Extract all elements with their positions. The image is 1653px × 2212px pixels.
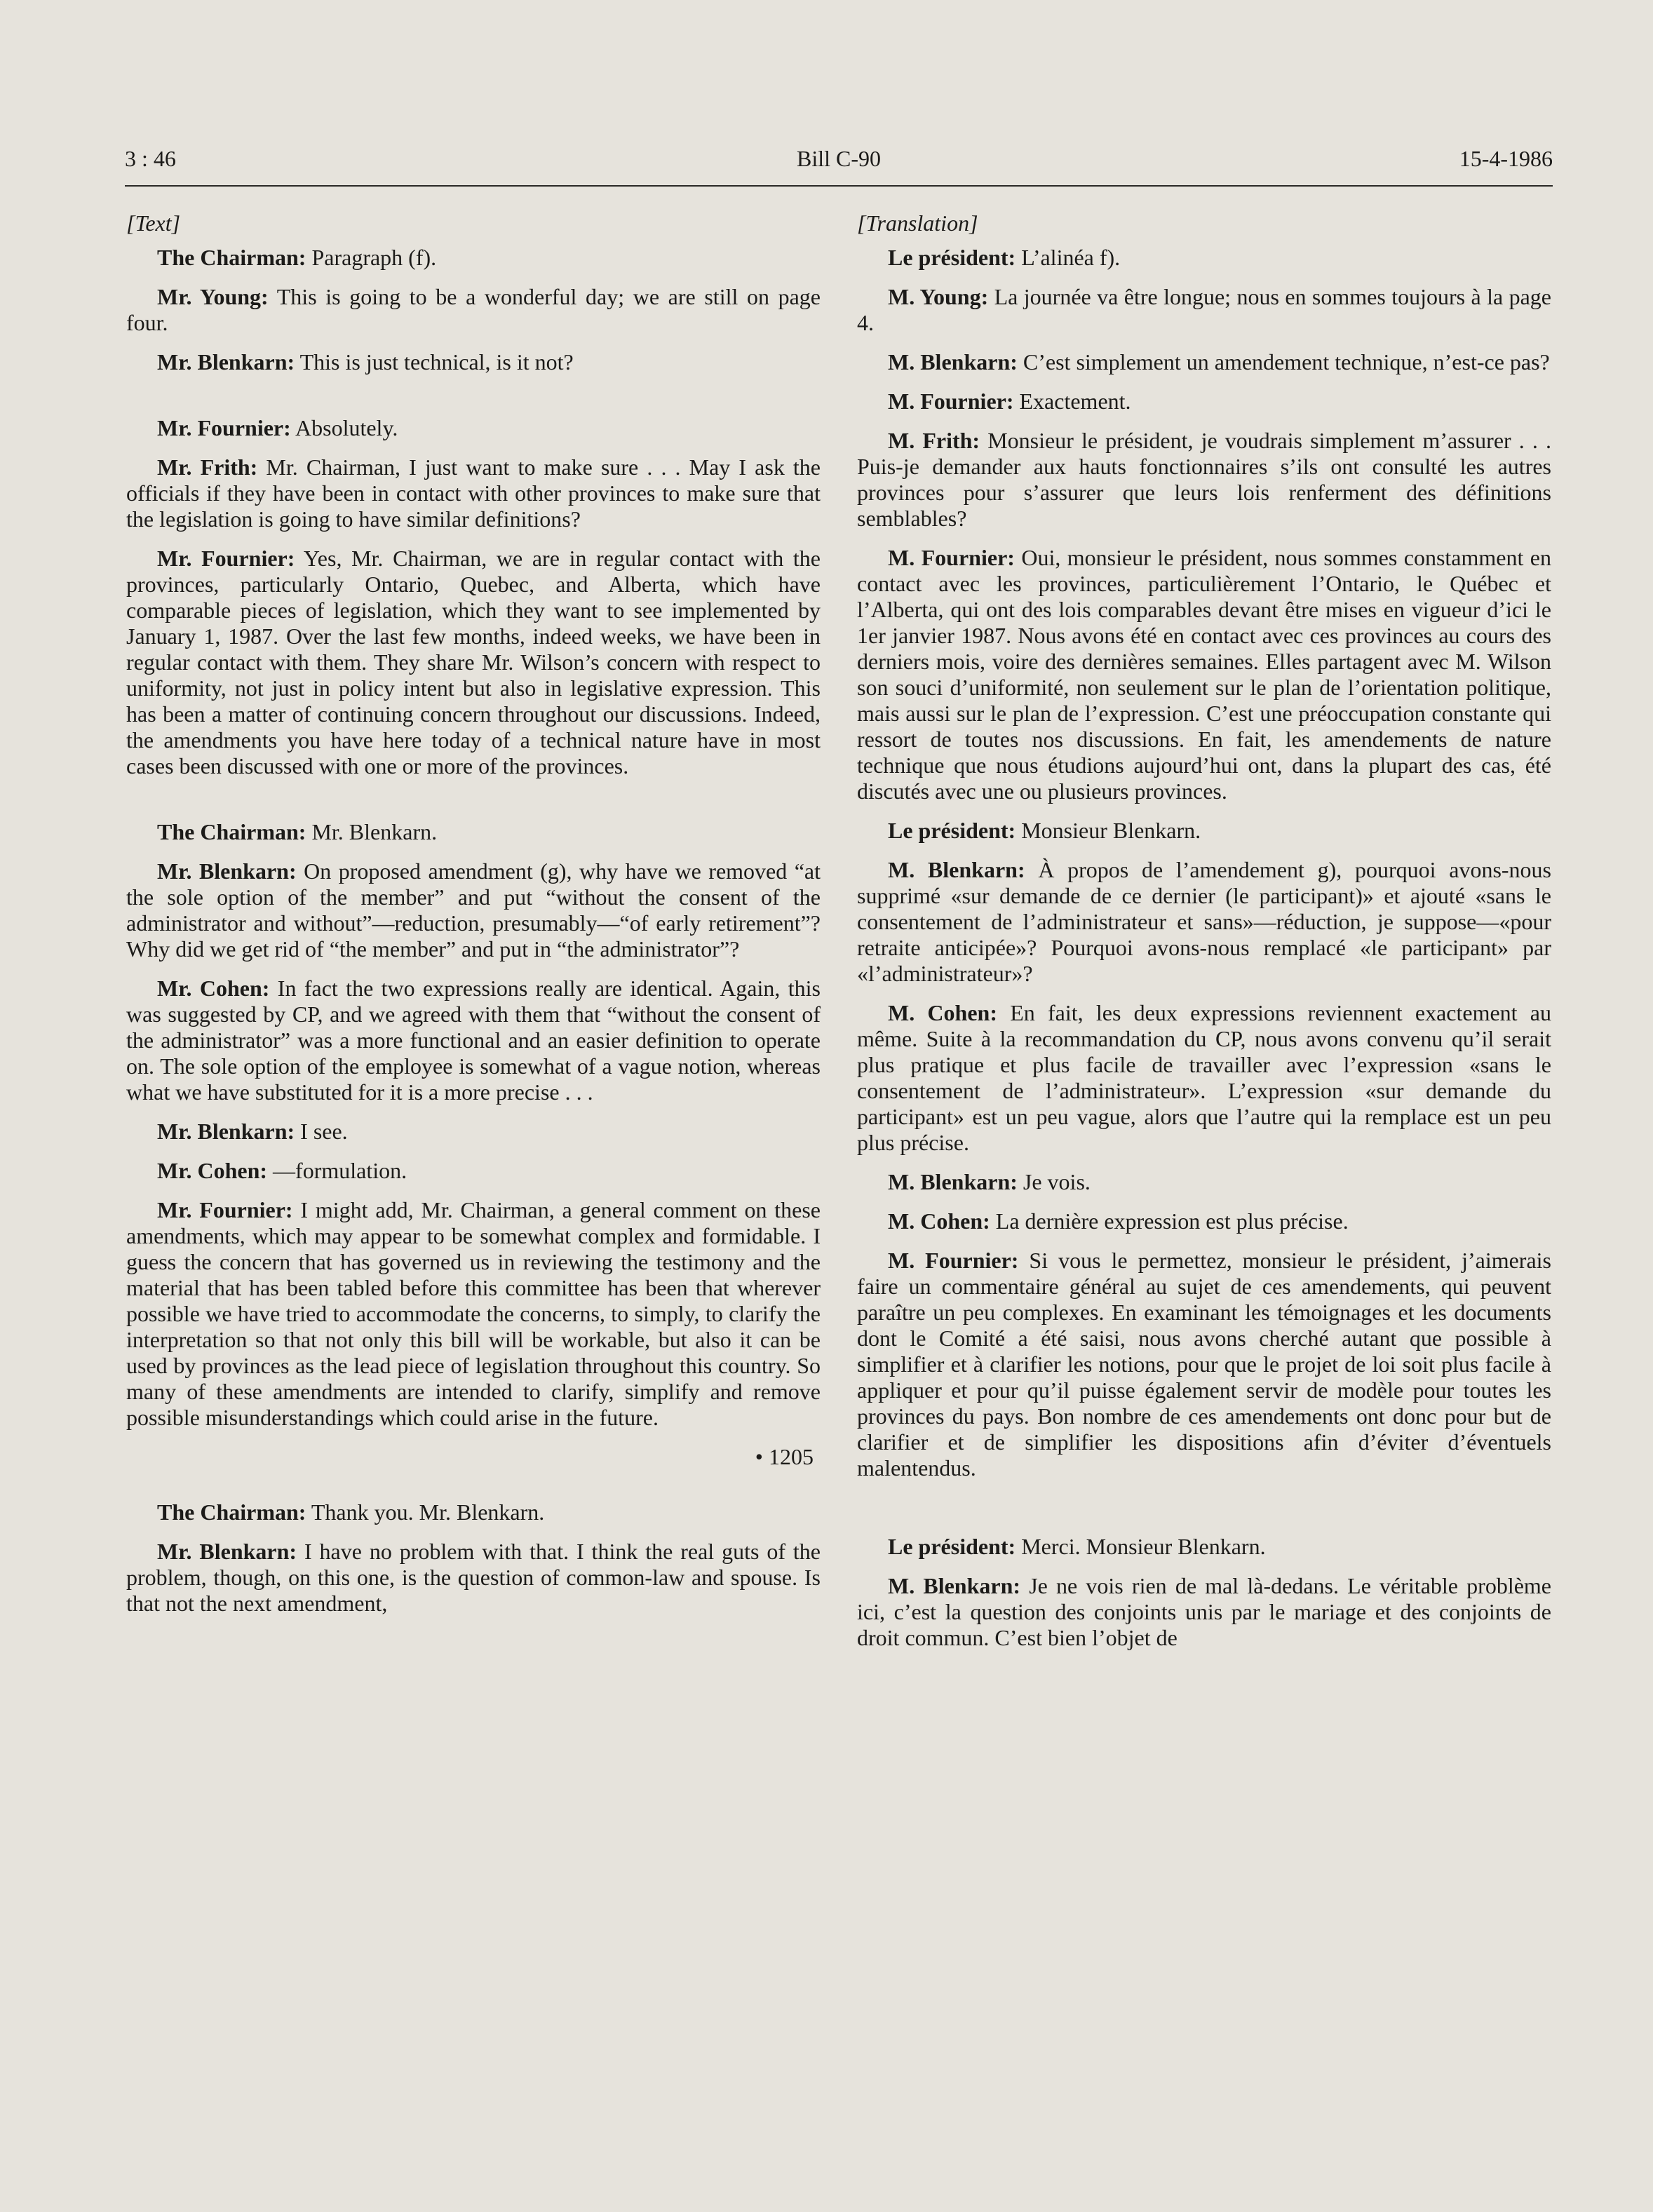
speech-text: Paragraph (f). bbox=[306, 245, 437, 270]
column-label: [Text] bbox=[126, 210, 181, 236]
transcript-paragraph bbox=[126, 1197, 821, 1431]
speaker-name: M. Cohen: bbox=[888, 1208, 990, 1234]
transcript-paragraph bbox=[126, 819, 821, 845]
speech-text: Monsieur Blenkarn. bbox=[1016, 818, 1201, 843]
transcript-paragraph bbox=[857, 245, 1551, 271]
transcript-paragraph bbox=[857, 1248, 1551, 1481]
speaker-name: Mr. Fournier: bbox=[157, 415, 291, 440]
transcript-paragraph bbox=[126, 454, 821, 532]
transcript-paragraph bbox=[126, 415, 821, 441]
speaker-name: Mr. Blenkarn: bbox=[157, 858, 297, 884]
speaker-name: M. Blenkarn: bbox=[888, 1169, 1018, 1194]
speech-text: L’alinéa f). bbox=[1016, 245, 1121, 270]
spacer bbox=[126, 793, 821, 819]
speaker-name: M. Blenkarn: bbox=[888, 1573, 1021, 1598]
transcript-paragraph bbox=[857, 818, 1551, 844]
document-date: 15-4-1986 bbox=[1459, 146, 1553, 171]
transcript-paragraph bbox=[857, 389, 1551, 414]
speaker-name: M. Frith: bbox=[888, 428, 980, 453]
spacer bbox=[126, 389, 821, 415]
page-header bbox=[125, 146, 1553, 178]
speaker-name: Le président: bbox=[888, 245, 1016, 270]
speech-text: La journée va être longue; nous en sommes toujours à la page 4. bbox=[857, 284, 1552, 335]
transcript-paragraph bbox=[857, 857, 1551, 987]
speaker-name: Mr. Cohen: bbox=[157, 976, 270, 1001]
transcript-paragraph bbox=[857, 1169, 1551, 1195]
transcript-paragraph bbox=[126, 1539, 821, 1617]
transcript-paragraph bbox=[126, 546, 821, 779]
speaker-name: Mr. Cohen: bbox=[157, 1158, 268, 1183]
speech-text: Thank you. Mr. Blenkarn. bbox=[306, 1499, 545, 1525]
speaker-name: M. Blenkarn: bbox=[888, 349, 1018, 375]
speech-text: C’est simplement un amendement technique, n’est-ce pas? bbox=[1017, 349, 1550, 375]
transcript-paragraph bbox=[126, 349, 821, 375]
speech-text: Monsieur le président, je voudrais simplement m’assurer . . . Puis-je demander aux hauts fonctionnaires s’ils ont consulté les autres provinces pour s’assurer que leurs lois renferment des définitions semblables? bbox=[857, 428, 1552, 531]
transcript-paragraph bbox=[857, 1208, 1551, 1234]
speaker-name: Mr. Young: bbox=[157, 284, 269, 309]
speaker-name: Mr. Blenkarn: bbox=[157, 349, 295, 375]
speech-text: I have no problem with that. I think the real guts of the problem, though, on this one, is the question of common-law and spouse. Is that not the next amendment, bbox=[126, 1539, 821, 1616]
spacer bbox=[857, 1495, 1551, 1534]
speech-text: Je vois. bbox=[1017, 1169, 1091, 1194]
transcript-paragraph bbox=[857, 284, 1551, 336]
speaker-name: Mr. Frith: bbox=[157, 454, 258, 480]
speaker-name: The Chairman: bbox=[157, 1499, 306, 1525]
speaker-name: The Chairman: bbox=[157, 819, 306, 844]
speaker-name: Mr. Blenkarn: bbox=[157, 1539, 297, 1564]
english-column bbox=[126, 210, 821, 1630]
speech-text: Je ne vois rien de mal là-dedans. Le véritable problème ici, c’est la question des conjoints unis par le mariage et des conjoints de droit commun. C’est bien l’objet de bbox=[857, 1573, 1552, 1650]
speech-text: This is going to be a wonderful day; we are still on page four. bbox=[126, 284, 821, 335]
document-title: Bill C-90 bbox=[796, 146, 881, 171]
transcript-paragraph bbox=[126, 245, 821, 271]
column-label: [Translation] bbox=[857, 210, 978, 236]
speaker-name: M. Blenkarn: bbox=[888, 857, 1025, 882]
time-marker: • 1205 bbox=[755, 1444, 814, 1469]
transcript-paragraph bbox=[857, 349, 1551, 375]
transcript-paragraph bbox=[857, 1573, 1551, 1651]
transcript-paragraph bbox=[857, 428, 1551, 532]
speech-text: In fact the two expressions really are identical. Again, this was suggested by CP, and we agreed with them that “without the consent of the administrator” was a more functional and an easier definition to operate on. The sole option of the employee is somewhat of a vague notion, whereas what we have substituted for it is a more precise . . . bbox=[126, 976, 821, 1105]
speaker-name: M. Fournier: bbox=[888, 1248, 1019, 1273]
speech-text: I see. bbox=[295, 1119, 348, 1144]
speech-text: Si vous le permettez, monsieur le président, j’aimerais faire un commentaire général au sujet de ces amendements, qui peuvent paraître un peu complexes. En examinant les témoignages et les documents dont le Comité a été saisi, nous avons cherché autant que possible à simplifier et à clarifier les notions, pour que le projet de loi soit plus facile à appliquer et pour qu’il puisse également servir de modèle pour toutes les provinces du pays. Bon nombre de ces amendements ont donc pour but de clarifier et de simplifier les dispositions afin d’éviter d’éventuels malentendus. bbox=[857, 1248, 1552, 1481]
transcript-paragraph bbox=[126, 284, 821, 336]
speech-text: This is just technical, is it not? bbox=[295, 349, 574, 375]
speaker-name: M. Fournier: bbox=[888, 389, 1014, 414]
speech-text: Absolutely. bbox=[290, 415, 398, 440]
speaker-name: The Chairman: bbox=[157, 245, 306, 270]
speaker-name: Le président: bbox=[888, 1534, 1016, 1559]
page-number: 3 : 46 bbox=[125, 146, 176, 171]
speaker-name: Mr. Blenkarn: bbox=[157, 1119, 295, 1144]
speech-text: —formulation. bbox=[267, 1158, 407, 1183]
transcript-paragraph bbox=[857, 545, 1551, 804]
speech-text: Merci. Monsieur Blenkarn. bbox=[1016, 1534, 1266, 1559]
speaker-name: M. Fournier: bbox=[888, 545, 1015, 570]
speech-text: On proposed amendment (g), why have we removed “at the sole option of the member” and put “without the consent of the administrator and without”—reduction, presumably—“of early retirement”? Why did we get rid of “the member” and put in “the administrator”? bbox=[126, 858, 821, 962]
speech-text: Mr. Chairman, I just want to make sure . . . May I ask the officials if they have been in contact with other provinces to make sure that the legislation is going to have similar definitions? bbox=[126, 454, 821, 532]
speaker-name: Le président: bbox=[888, 818, 1016, 843]
speech-text: En fait, les deux expressions reviennent exactement au même. Suite à la recommandation du CP, nous avons convenu qu’il serait plus pratique et plus facile de travailler avec l’expression «sans le consentement de l’administrateur». L’expression «sur demande du participant» est un peu vague, alors que l’autre qui la remplace est un peu plus précise. bbox=[857, 1000, 1552, 1155]
speaker-name: Mr. Fournier: bbox=[157, 1197, 293, 1222]
speech-text: Oui, monsieur le président, nous sommes constamment en contact avec les provinces, particulièrement l’Ontario, le Québec et l’Alberta, qui ont des lois comparables devant être mises en vigueur d’ici le 1er janvier 1987. Nous avons été en contact avec ces provinces au cours des derniers mois, voire des dernières semaines. Elles partagent avec M. Wilson son souci d’uniformité, non seulement sur le plan de l’orientation politique, mais aussi sur le plan de l’expression. C’est une préoccupation constante qui ressort de toutes nos discussions. En fait, les amendements de nature technique que nous étudions aujourd’hui ont, dans la plupart des cas, été discutés avec une ou plusieurs provinces. bbox=[857, 545, 1552, 804]
speech-text: La dernière expression est plus précise. bbox=[990, 1208, 1349, 1234]
transcript-paragraph bbox=[126, 1119, 821, 1145]
speech-text: I might add, Mr. Chairman, a general comment on these amendments, which may appear to be somewhat complex and formidable. I guess the concern that has governed us in reviewing the testimony and the material that has been tabled before this committee has been that wherever possible we have tried to accommodate the concerns, to simply, to clarify the interpretation so that not only this bill will be workable, but also it can be used by provinces as the lead piece of legislation throughout this country. So many of these amendments are intended to clarify, simplify and remove possible misunderstandings which could arise in the future. bbox=[126, 1197, 821, 1430]
speaker-name: M. Cohen: bbox=[888, 1000, 997, 1025]
transcript-paragraph bbox=[126, 1158, 821, 1184]
transcript-paragraph bbox=[857, 1000, 1551, 1156]
speech-text: Exactement. bbox=[1013, 389, 1131, 414]
speech-text: Yes, Mr. Chairman, we are in regular contact with the provinces, particularly Ontario, Quebec, and Alberta, which have comparable pieces of legislation, which they want to see implemented by January 1, 1987. Over the last few months, indeed weeks, we have been in regular contact with them. They share Mr. Wilson’s concern with respect to uniformity, not just in policy intent but also in legislative expression. This has been a matter of continuing concern throughout our discussions. Indeed, the amendments you have here today of a technical nature have in most cases been discussed with one or more of the provinces. bbox=[126, 546, 821, 778]
transcript-paragraph bbox=[126, 976, 821, 1105]
transcript-paragraph bbox=[126, 858, 821, 962]
speech-text: À propos de l’amendement g), pourquoi avons-nous supprimé «sur demande de ce dernier (le participant)» et ajouté «sans le consentement de l’administrateur et sans»—réduction, je suppose—«pour retraite anticipée»? Pourquoi avons-nous remplacé «le participant» par «l’administrateur»? bbox=[857, 857, 1552, 986]
speaker-name: Mr. Fournier: bbox=[157, 546, 295, 571]
header-rule bbox=[125, 185, 1553, 187]
speech-text: Mr. Blenkarn. bbox=[306, 819, 438, 844]
speaker-name: M. Young: bbox=[888, 284, 989, 309]
french-column bbox=[857, 210, 1551, 1664]
transcript-paragraph bbox=[857, 1534, 1551, 1560]
transcript-paragraph bbox=[126, 1499, 821, 1525]
